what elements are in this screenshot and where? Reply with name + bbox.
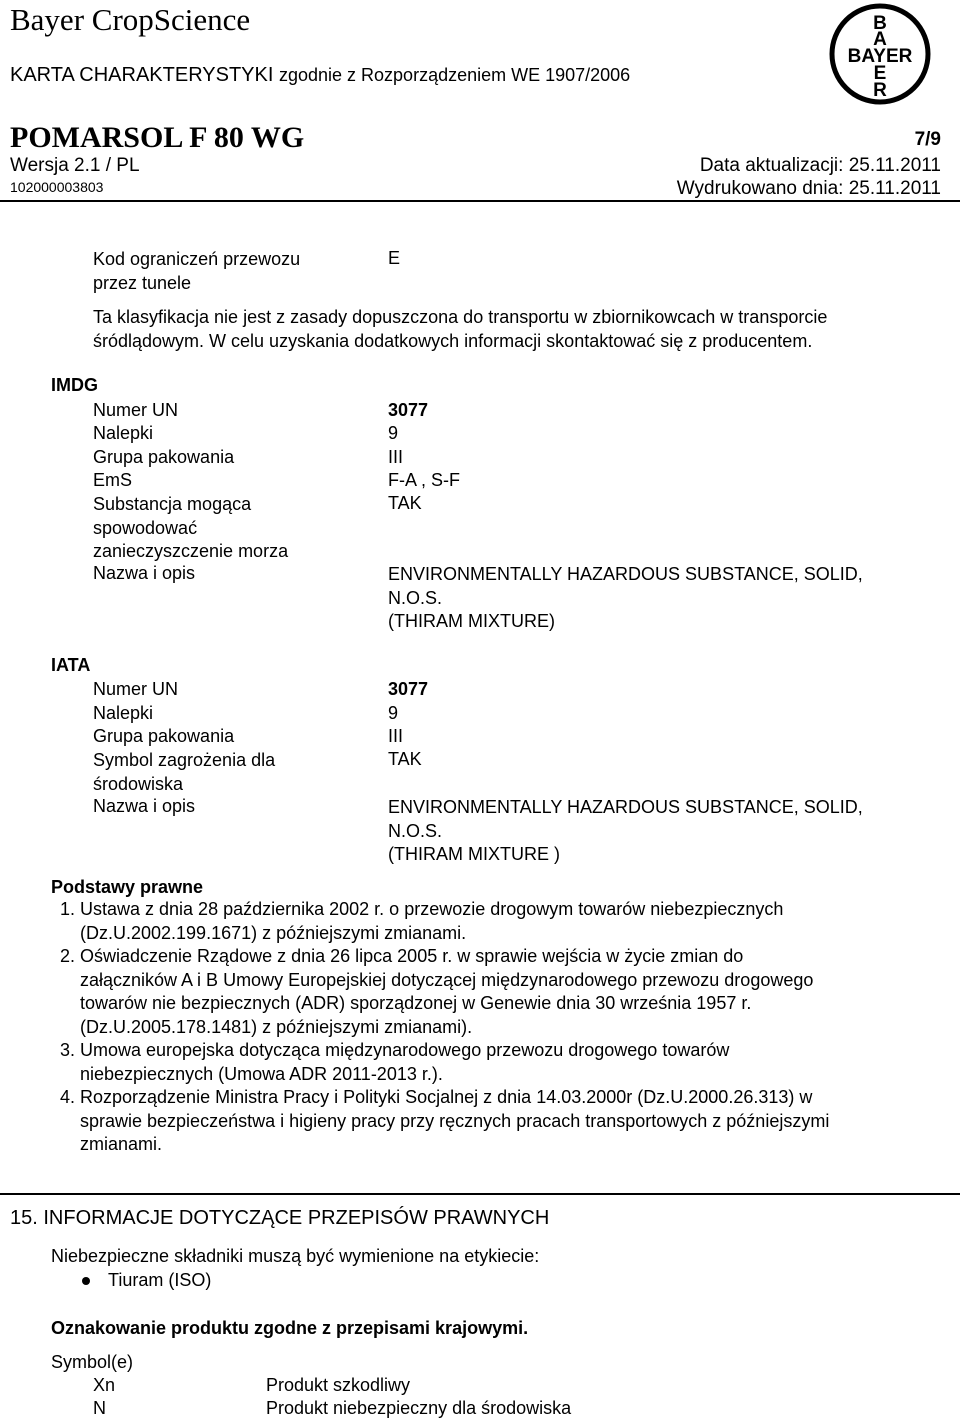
section-15-title: 15. INFORMACJE DOTYCZĄCE PRZEPISÓW PRAWNYCH (10, 1207, 550, 1229)
company-name: Bayer CropScience (10, 2, 251, 37)
legal-item-2-line2: załączników A i B Umowy Europejskiej dotyczącej międzynarodowego przewozu drogowego (80, 969, 814, 990)
iata-un-label: Numer UN (93, 679, 179, 699)
section-divider (0, 1193, 960, 1195)
print-date: Wydrukowano dnia: 25.11.2011 (676, 178, 941, 199)
imdg-name-value-line3: (THIRAM MIXTURE) (388, 611, 555, 631)
iata-group-value: III (388, 726, 404, 746)
logo-letter-b: B (873, 13, 887, 34)
document-title-regulation: zgodnie z Rozporządzeniem WE 1907/2006 (278, 65, 631, 85)
imdg-marine-value: TAK (388, 493, 422, 513)
iata-name-value-line3: (THIRAM MIXTURE ) (388, 844, 560, 864)
tunnel-note-line2: śródlądowym. W celu uzyskania dodatkowych informacji skontaktować się z producentem. (93, 330, 813, 351)
iata-env-label-line1: Symbol zagrożenia dla (93, 750, 276, 770)
tunnel-code-value: E (388, 248, 401, 268)
legal-item-2-line3: towarów nie bezpiecznych (ADR) sporządzonej w Genewie dnia 30 września 1957 r. (80, 993, 752, 1013)
imdg-un-value: 3077 (388, 400, 429, 420)
legal-item (80, 1086, 960, 1157)
imdg-name-value-line1: ENVIRONMENTALLY HAZARDOUS SUBSTANCE, SOLID, (388, 564, 863, 584)
imdg-marine-label (93, 493, 288, 564)
imdg-ems-value: F-A , S-F (388, 470, 460, 490)
symbol-code: Xn (93, 1375, 116, 1395)
legal-item (80, 898, 960, 945)
iata-labels-value: 9 (388, 703, 399, 723)
imdg-un-label: Numer UN (93, 400, 179, 420)
tunnel-note (93, 306, 827, 353)
logo-letter-r: R (873, 80, 887, 101)
legal-item-1-line2: (Dz.U.2002.199.1671) z późniejszymi zmianami. (80, 922, 467, 943)
iata-env-value: TAK (388, 749, 422, 769)
imdg-ems-label: EmS (93, 470, 133, 490)
iata-name-value (388, 796, 863, 867)
logo-word-bayer: BAYER (847, 46, 913, 67)
document-title (10, 64, 630, 87)
tunnel-code-label-line1: Kod ograniczeń przewozu (93, 249, 301, 269)
imdg-name-value-line2: N.O.S. (388, 587, 443, 608)
header-divider (0, 200, 960, 202)
legal-item-1-line1: 1. Ustawa z dnia 28 października 2002 r. o przewozie drogowym towarów niebezpiecznych (80, 899, 784, 919)
legal-item (80, 1039, 960, 1086)
legal-basis-list (46, 898, 960, 1157)
imdg-labels-label: Nalepki (93, 423, 154, 443)
legal-item-3-line2: niebezpiecznych (Umowa ADR 2011-2013 r.). (80, 1063, 443, 1084)
iata-name-value-line1: ENVIRONMENTALLY HAZARDOUS SUBSTANCE, SOLID, (388, 797, 863, 817)
symbol-code: N (93, 1398, 106, 1418)
tunnel-code-label-line2: przez tunele (93, 272, 192, 293)
iata-name-label: Nazwa i opis (93, 796, 196, 816)
document-code: 102000003803 (10, 179, 104, 195)
document-title-main: KARTA CHARAKTERYSTYKI (10, 64, 274, 86)
imdg-marine-label-line1: Substancja mogąca (93, 494, 252, 514)
legal-item-3-line1: 3. Umowa europejska dotycząca międzynarodowego przewozu drogowego towarów (80, 1040, 730, 1060)
legal-basis-heading: Podstawy prawne (51, 877, 204, 897)
hazardous-component-item: Tiuram (ISO) (108, 1270, 212, 1290)
legal-item (80, 945, 960, 1039)
product-name: POMARSOL F 80 WG (10, 121, 305, 154)
symbol-description: Produkt niebezpieczny dla środowiska (266, 1398, 572, 1418)
symbols-label: Symbol(e) (51, 1352, 134, 1372)
bayer-cross-logo (828, 2, 932, 106)
tunnel-code-label (93, 248, 300, 295)
page-number: 7/9 (914, 129, 941, 150)
imdg-name-value (388, 563, 863, 634)
legal-item-4-line3: zmianami. (80, 1134, 163, 1154)
imdg-group-label: Grupa pakowania (93, 447, 235, 467)
imdg-marine-label-line3: zanieczyszczenie morza (93, 541, 289, 561)
imdg-marine-label-line2: spowodować (93, 517, 198, 538)
iata-env-label (93, 749, 275, 796)
labeling-heading: Oznakowanie produktu zgodne z przepisami krajowymi. (51, 1318, 529, 1338)
iata-un-value: 3077 (388, 679, 429, 699)
update-date: Data aktualizacji: 25.11.2011 (699, 155, 941, 176)
imdg-labels-value: 9 (388, 423, 399, 443)
hazardous-components-intro: Niebezpieczne składniki muszą być wymienione na etykiecie: (51, 1246, 540, 1266)
iata-name-value-line2: N.O.S. (388, 820, 443, 841)
tunnel-note-line1: Ta klasyfikacja nie jest z zasady dopuszczona do transportu w zbiornikowcach w transporcie (93, 307, 828, 327)
legal-item-4-line1: 4. Rozporządzenie Ministra Pracy i Polityki Socjalnej z dnia 14.03.2000r (Dz.U.2000.26.313) w (80, 1087, 813, 1107)
logo-letter-a: A (873, 29, 887, 50)
version: Wersja 2.1 / PL (10, 155, 140, 176)
bullet-icon (82, 1277, 90, 1285)
legal-item-2-line4: (Dz.U.2005.178.1481) z późniejszymi zmianami). (80, 1016, 473, 1037)
legal-item-2-line1: 2. Oświadczenie Rządowe z dnia 26 lipca 2005 r. w sprawie wejścia w życie zmian do (80, 946, 744, 966)
iata-heading: IATA (51, 655, 91, 675)
iata-group-label: Grupa pakowania (93, 726, 235, 746)
legal-item-4-line2: sprawie bezpieczeństwa i higieny pracy przy ręcznych pracach transportowych z późniejszymi (80, 1110, 830, 1131)
imdg-heading: IMDG (51, 375, 98, 395)
iata-labels-label: Nalepki (93, 703, 154, 723)
iata-env-label-line2: środowiska (93, 773, 184, 794)
logo-letter-e: E (873, 63, 887, 84)
imdg-group-value: III (388, 447, 404, 467)
symbol-description: Produkt szkodliwy (266, 1375, 411, 1395)
imdg-name-label: Nazwa i opis (93, 563, 196, 583)
